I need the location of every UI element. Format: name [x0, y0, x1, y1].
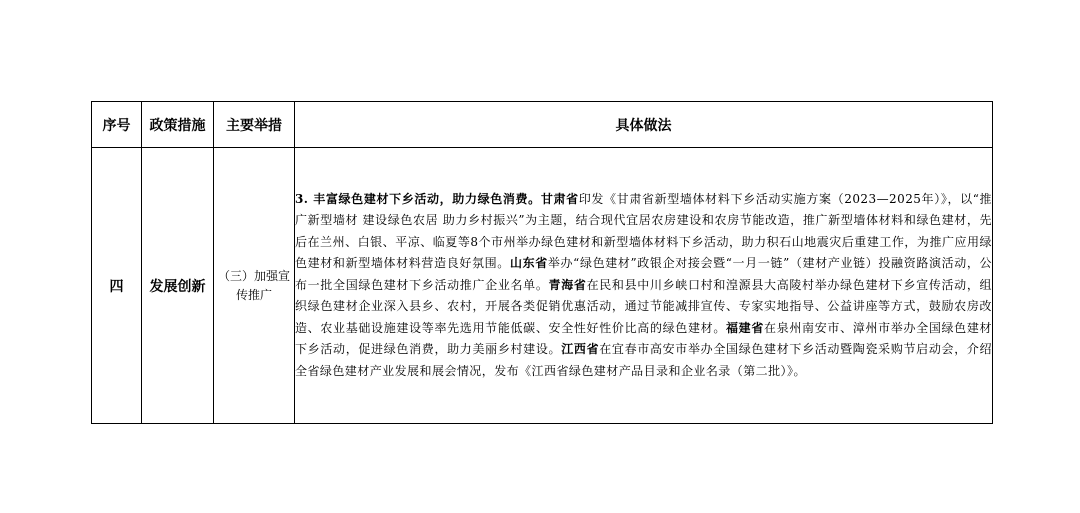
detail-province-qinghai: 青海省 [548, 277, 587, 292]
cell-seq: 四 [92, 148, 142, 424]
detail-heading: 3. 丰富绿色建材下乡活动，助力绿色消费。 [295, 191, 541, 206]
cell-main: （三）加强宣传推广 [214, 148, 295, 424]
detail-text-qinghai: 在民和县中川乡峡口村和湟源县大高陵村举办绿色建材下乡宣传活动，组织绿色建材企业深入县乡、农村，开展各类促销优惠活动，通过节能减排宣传、专家实地指导、公益讲座等方式，鼓励农房改造、农业基础设施建设等率先选用节能低碳、安全性好性价比高的绿色建材。 [295, 277, 992, 335]
detail-province-gansu: 甘肃省 [540, 191, 579, 206]
header-row [92, 102, 993, 148]
cell-policy: 发展创新 [142, 148, 214, 424]
table-row [92, 148, 993, 424]
detail-province-shandong: 山东省 [509, 256, 548, 271]
header-detail: 具体做法 [295, 102, 993, 148]
detail-province-jiangxi: 江西省 [561, 342, 600, 357]
detail-text-shandong: 举办“绿色建材”政银企对接会暨“一月一链”（建材产业链）投融资路演活动，公布一批全国绿色建材下乡活动推广企业名单。 [295, 256, 992, 292]
detail-text-jiangxi: 在宜春市高安市举办全国绿色建材下乡活动暨陶瓷采购节启动会，介绍全省绿色建材产业发展和展会情况，发布《江西省绿色建材产品目录和企业名录（第二批）》。 [295, 342, 992, 378]
detail-text-fujian: 在泉州南安市、漳州市举办全国绿色建材下乡活动，促进绿色消费，助力美丽乡村建设。 [295, 320, 992, 357]
policy-table [91, 101, 993, 424]
detail-text-gansu: 印发《甘肃省新型墙体材料下乡活动实施方案（2023—2025年）》，以“推广新型墙材 建设绿色农居 助力乡村振兴”为主题，结合现代宜居农房建设和农房节能改造，推广新型墙体材料和绿色建材，先后在兰州、白银、平凉、临夏等8个市州举办绿色建材和新型墙体材料下乡活动，助力积石山地震灾后重建工作，为推广应用绿色建材和新型墙体材料营造良好氛围。 [295, 191, 992, 271]
table-body [92, 148, 993, 424]
table-header [92, 102, 993, 148]
header-seq: 序号 [92, 102, 142, 148]
cell-detail [295, 148, 993, 424]
header-main: 主要举措 [214, 102, 295, 148]
header-policy: 政策措施 [142, 102, 214, 148]
detail-province-fujian: 福建省 [726, 320, 765, 335]
